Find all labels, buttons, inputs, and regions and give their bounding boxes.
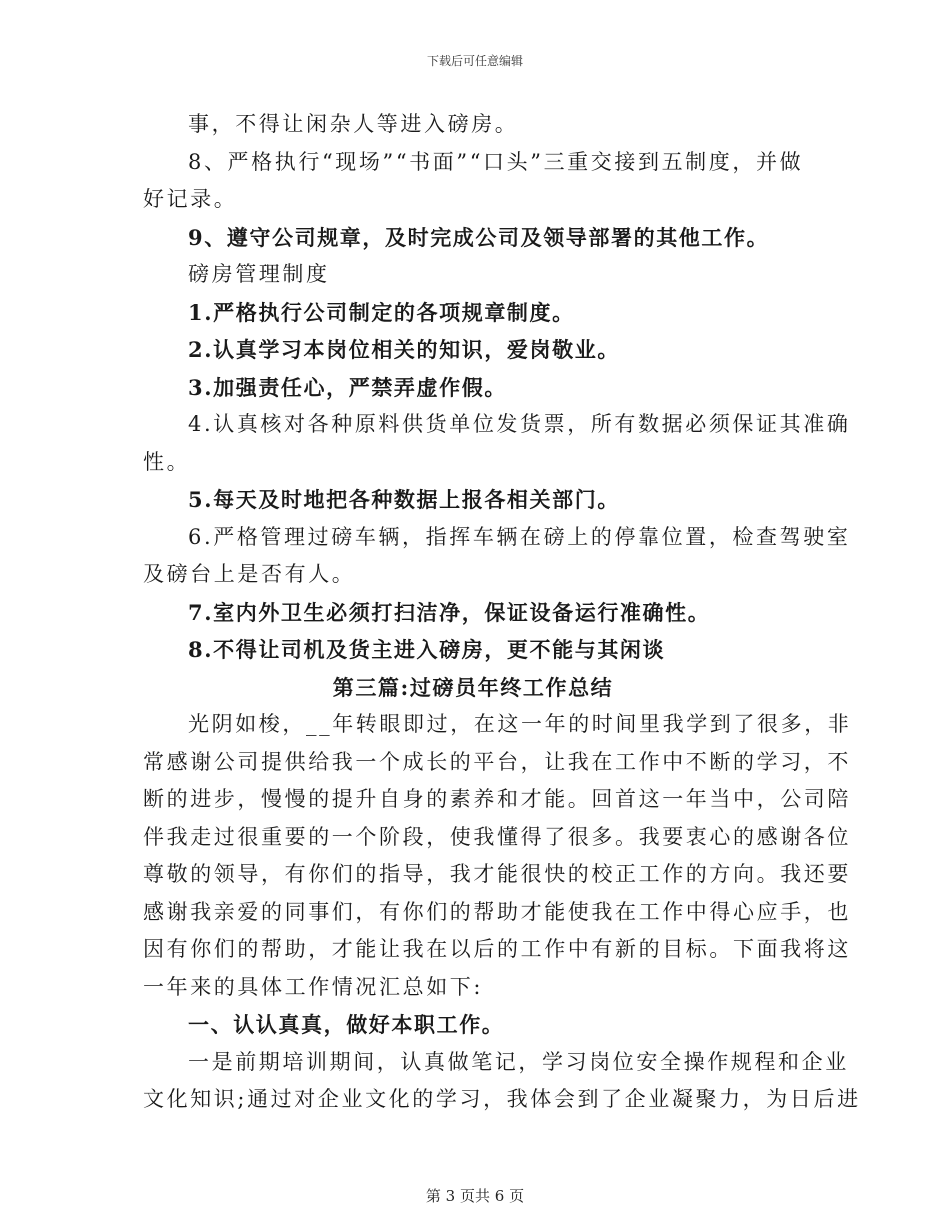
text-line: 3.加强责任心，严禁弄虚作假。	[188, 374, 507, 400]
text-line: 6.严格管理过磅车辆，指挥车辆在磅上的停靠位置，检查驾驶室	[188, 524, 851, 549]
text-line: 好记录。	[143, 187, 238, 211]
text-line: 磅房管理制度	[188, 262, 330, 286]
text-line: 8.不得让司机及货主进入磅房，更不能与其闲谈	[188, 637, 666, 662]
document-body	[143, 106, 861, 1119]
text-line: 一年来的具体工作情况汇总如下:	[143, 974, 484, 999]
page-number-footer: 第 3 页共 6 页	[425, 1187, 525, 1205]
section-heading: 第三篇:过磅员年终工作总结	[332, 674, 614, 700]
text-line: 伴我走过很重要的一个阶段，使我懂得了很多。我要衷心的感谢各位	[143, 824, 851, 849]
text-line: 常感谢公司提供给我一个成长的平台，让我在工作中不断的学习，不	[143, 749, 851, 774]
text-line: 9、遵守公司规章，及时完成公司及领导部署的其他工作。	[188, 224, 770, 250]
text-line: 1.严格执行公司制定的各项规章制度。	[188, 299, 575, 325]
text-line: 8、严格执行“现场”“书面”“口头”三重交接到五制度，并做	[188, 149, 804, 174]
text-line: 7.室内外卫生必须打扫洁净，保证设备运行准确性。	[188, 599, 711, 625]
text-line: 2.认真学习本岗位相关的知识，爱岗敬业。	[188, 337, 620, 362]
text-line: 断的进步，慢慢的提升自身的素养和才能。回首这一年当中，公司陪	[143, 787, 851, 811]
text-line: 4.认真核对各种原料供货单位发货票，所有数据必须保证其准确	[188, 412, 851, 436]
text-line: 感谢我亲爱的同事们，有你们的帮助才能使我在工作中得心应手，也	[143, 899, 851, 924]
text-line: 事，不得让闲杂人等进入磅房。	[188, 112, 519, 136]
text-line: 及磅台上是否有人。	[143, 562, 356, 586]
text-line: 一、认认真真，做好本职工作。	[188, 1012, 505, 1037]
text-line: 因有你们的帮助，才能让我在以后的工作中有新的目标。下面我将这	[143, 937, 851, 961]
text-line: 性。	[143, 449, 191, 474]
text-line: 光阴如梭，__年转眼即过，在这一年的时间里我学到了很多，非	[188, 712, 852, 736]
text-line: 尊敬的领导，有你们的指导，我才能很快的校正工作的方向。我还要	[143, 862, 851, 886]
text-line: 一是前期培训期间，认真做笔记，学习岗位安全操作规程和企业	[188, 1049, 849, 1074]
page-header-note: 下载后可任意编辑	[426, 54, 523, 68]
text-line: 5.每天及时地把各种数据上报各相关部门。	[188, 487, 620, 512]
text-line: 文化知识;通过对企业文化的学习，我体会到了企业凝聚力，为日后进	[143, 1087, 861, 1111]
